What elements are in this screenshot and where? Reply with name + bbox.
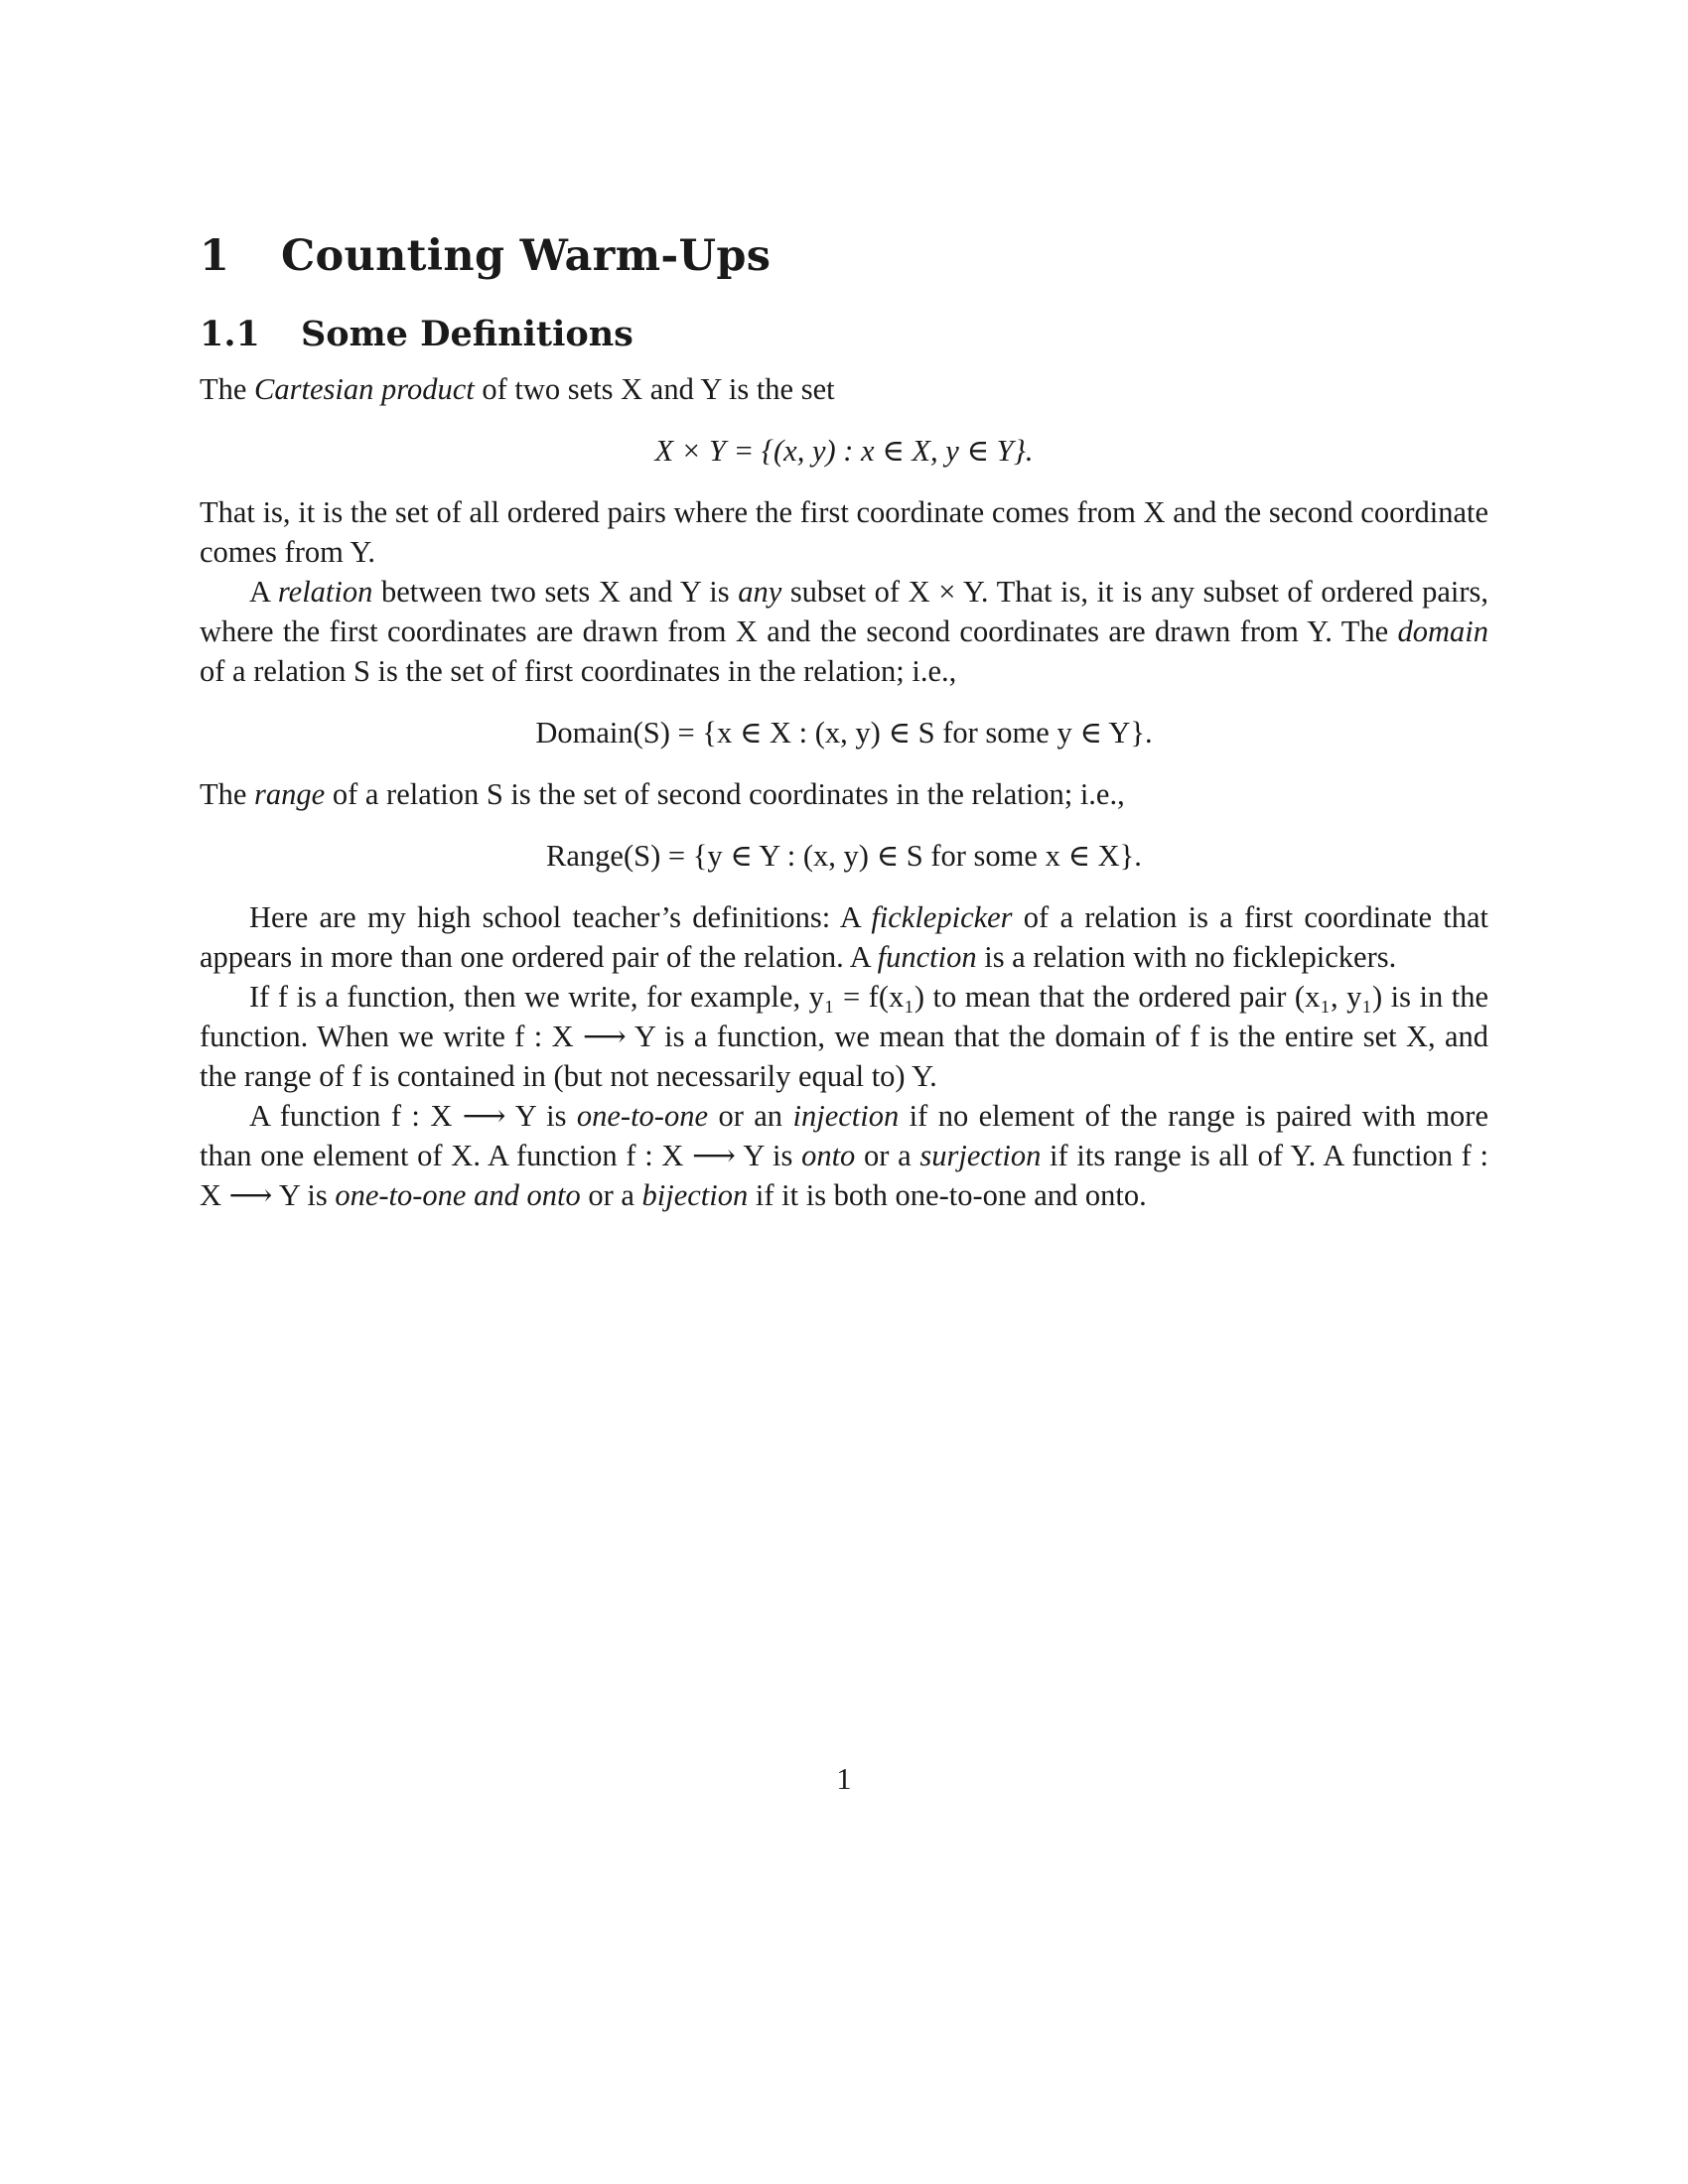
term-range: range <box>254 777 326 811</box>
term-onto: onto <box>801 1139 856 1172</box>
term-ficklepicker: ficklepicker <box>871 900 1013 934</box>
term-injection: injection <box>792 1099 900 1133</box>
term-any: any <box>738 575 782 609</box>
term-function: function <box>877 940 977 974</box>
section-heading <box>200 228 1488 284</box>
term-one-to-one: one-to-one <box>576 1099 709 1133</box>
paragraph-cartesian: The Cartesian product of two sets X and Y is the set <box>200 372 835 406</box>
term-domain: domain <box>1397 614 1488 648</box>
equation-cartesian-product: X × Y = {(x, y) : x ∈ X, y ∈ Y}. <box>654 434 1034 468</box>
paragraph-range: The range of a relation S is the set of second coordinates in the relation; i.e., <box>200 777 1125 811</box>
paragraph-ficklepicker: Here are my high school teacher’s definitions: A ficklepicker of a relation is a first coordinate that appears in more than one ordered pair of the relation. A function is a relation with no ficklepickers. <box>200 900 1489 974</box>
subsection-number: 1.1 <box>200 314 260 354</box>
equation-domain: Domain(S) = {x ∈ X : (x, y) ∈ S for some y ∈ Y}. <box>535 716 1153 750</box>
subsection-heading <box>200 312 1488 357</box>
section-number: 1 <box>200 231 230 281</box>
equation-range: Range(S) = {y ∈ Y : (x, y) ∈ S for some x ∈ X}. <box>546 839 1142 873</box>
section-title: Counting Warm-Ups <box>281 231 772 281</box>
term-relation: relation <box>277 575 373 609</box>
term-surjection: surjection <box>919 1139 1042 1172</box>
paragraph-ordered-pairs: That is, it is the set of all ordered pairs where the first coordinate comes from X and the second coordinate comes from Y. <box>200 495 1488 569</box>
paragraph-injection-surjection: A function f : X ⟶ Y is one-to-one or an injection if no element of the range is paired with more than one element of X. A function f : X ⟶ Y is onto or a surjection if its range is all of Y. A function f : X ⟶ Y is one-to-one and onto or a bijection if it is both one-to-one and onto. <box>200 1099 1489 1212</box>
paragraph-relation: A relation between two sets X and Y is any subset of X × Y. That is, it is any subset of ordered pairs, where the first coordinates are drawn from X and the second coordinates are drawn from Y. The domain of a relation S is the set of first coordinates in the relation; i.e., <box>200 575 1489 688</box>
page-number: 1 <box>836 1762 852 1796</box>
term-bijection: bijection <box>641 1178 749 1212</box>
page-content <box>200 228 1488 1215</box>
paragraph-function-notation: If f is a function, then we write, for example, y₁ = f(x₁) to mean that the ordered pair (x₁, y₁) is in the function. When we write f : X ⟶ Y is a function, we mean that the domain of f is the entire set X, and the range of f is contained in (but not necessarily equal to) Y. <box>200 980 1488 1093</box>
term-one-to-one-and-onto: one-to-one and onto <box>335 1178 581 1212</box>
term-cartesian-product: Cartesian product <box>254 372 475 406</box>
subsection-title: Some Definitions <box>301 314 633 354</box>
